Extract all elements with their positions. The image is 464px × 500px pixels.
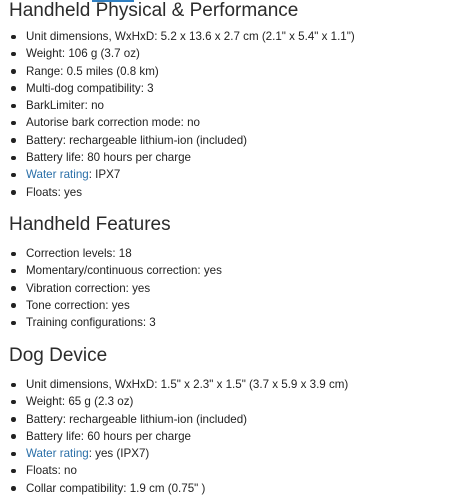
spec-list [0, 28, 464, 201]
section-handheld-features [0, 214, 464, 331]
spec-item [0, 297, 464, 314]
spec-item [0, 280, 464, 297]
bullet-icon [11, 173, 16, 178]
bullet-icon [11, 86, 16, 91]
spec-item [0, 132, 464, 149]
spec-text: Collar compatibility: 1.9 cm (0.75" ) [26, 481, 206, 495]
spec-item [0, 114, 464, 131]
spec-text: Battery life: 80 hours per charge [26, 151, 191, 165]
section-heading: Dog Device [9, 345, 108, 366]
spec-item [0, 480, 464, 497]
bullet-icon [11, 190, 16, 195]
spec-text: Autorise bark correction mode: no [26, 116, 200, 130]
spec-text: Range: 0.5 miles (0.8 km) [26, 64, 159, 78]
spec-text: Momentary/continuous correction: yes [26, 264, 222, 278]
spec-text: Battery: rechargeable lithium-ion (included) [26, 133, 248, 147]
bullet-icon [11, 321, 16, 326]
spec-item [0, 245, 464, 262]
section-handheld-physical-performance [0, 0, 464, 201]
bullet-icon [11, 452, 16, 457]
spec-item [0, 97, 464, 114]
spec-text: Unit dimensions, WxHxD: 1.5" x 2.3" x 1.5" (3.7 x 5.9 x 3.9 cm) [26, 378, 349, 391]
bullet-icon [11, 156, 16, 161]
spec-item [0, 28, 464, 45]
bullet-icon [11, 469, 16, 474]
spec-text: Unit dimensions, WxHxD: 5.2 x 13.6 x 2.7 cm (2.1" x 5.4" x 1.1") [26, 30, 355, 43]
spec-item [0, 45, 464, 62]
bullet-icon [11, 52, 16, 57]
section-dog-device [0, 345, 464, 497]
bullet-icon [11, 35, 16, 40]
water-rating-link[interactable]: Water rating [26, 168, 89, 182]
bullet-icon [11, 69, 16, 74]
bullet-icon [11, 303, 16, 308]
water-rating-link[interactable]: Water rating [26, 447, 89, 461]
bullet-icon [11, 400, 16, 405]
spec-text: Correction levels: 18 [26, 247, 132, 260]
spec-text: : yes (IPX7) [88, 447, 150, 461]
spec-text: Multi-dog compatibility: 3 [26, 81, 154, 95]
bullet-icon [11, 138, 16, 143]
spec-item [0, 428, 464, 445]
spec-text: Vibration correction: yes [26, 281, 151, 295]
spec-text: Battery life: 60 hours per charge [26, 429, 191, 443]
bullet-icon [11, 486, 16, 491]
spec-text: Weight: 65 g (2.3 oz) [26, 395, 134, 409]
spec-text: Battery: rechargeable lithium-ion (included) [26, 412, 248, 426]
section-heading: Handheld Features [9, 214, 171, 235]
bullet-icon [11, 252, 16, 257]
bullet-icon [11, 417, 16, 422]
spec-text: Weight: 106 g (3.7 oz) [26, 47, 140, 61]
bullet-icon [11, 269, 16, 274]
spec-item [0, 80, 464, 97]
spec-item [0, 411, 464, 428]
spec-text: Floats: yes [26, 185, 83, 199]
spec-item [0, 462, 464, 479]
spec-text: Floats: no [26, 464, 77, 478]
spec-item [0, 376, 464, 393]
spec-text: Training configurations: 3 [26, 316, 156, 330]
spec-item [0, 262, 464, 279]
spec-item [0, 445, 464, 462]
spec-list [0, 245, 464, 331]
bullet-icon [11, 434, 16, 439]
bullet-icon [11, 121, 16, 126]
bullet-icon [11, 286, 16, 291]
spec-text: BarkLimiter: no [26, 99, 104, 113]
section-heading: Handheld Physical & Performance [9, 0, 299, 21]
spec-item [0, 314, 464, 331]
spec-item [0, 149, 464, 166]
spec-item [0, 63, 464, 80]
spec-item [0, 166, 464, 183]
bullet-icon [11, 383, 16, 388]
spec-item [0, 184, 464, 201]
spec-list [0, 376, 464, 497]
spec-text: Tone correction: yes [26, 298, 130, 312]
spec-item [0, 393, 464, 410]
spec-text: : IPX7 [88, 168, 121, 182]
bullet-icon [11, 104, 16, 109]
